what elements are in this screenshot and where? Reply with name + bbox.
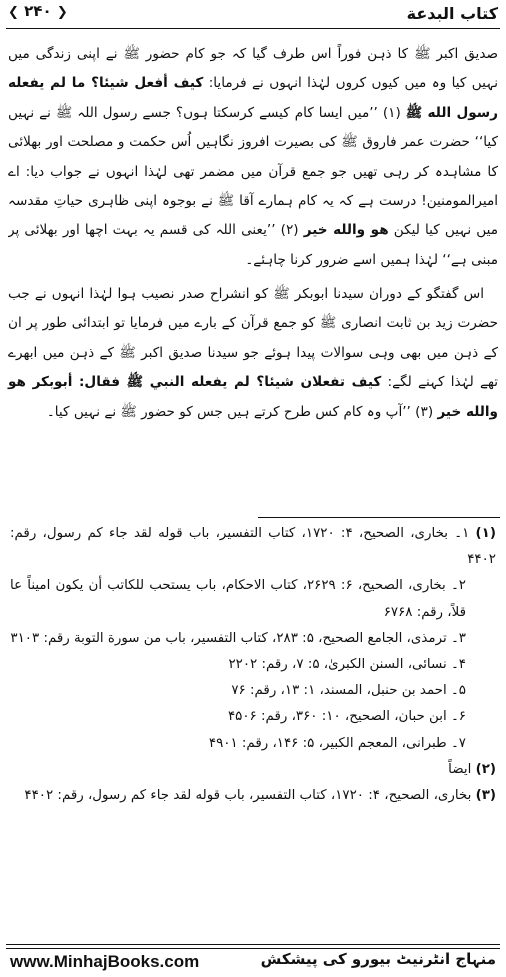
footer-rule-thick (6, 944, 500, 945)
footnote-1-item-1 (10, 521, 496, 573)
footnote-3-text: بخاری، الصحیح، ۴: ۱۷۲۰، کتاب التفسیر، باب قوله لقد جاء کم رسول، رقم: ۴۴۰۲ (24, 788, 472, 804)
footnote-1-item-7: ۷۔ طبرانی، المعجم الکبیر، ۵: ۱۴۶، رقم: ۴۹۰۱ (208, 735, 466, 751)
footnote-2-marker: (۲) (475, 761, 496, 777)
footnote-1-item-2: ۲۔ بخاری، الصحیح، ۶: ۲۶۲۹، کتاب الاحکام، باب یستحب للکاتب أن یکون امیناً عا قلاً، رقم: ۶۷۶۸ (10, 578, 466, 620)
footnote-rule (258, 517, 500, 518)
header-rule (6, 28, 500, 29)
footnote-3 (10, 783, 496, 809)
footnote-2-text: ایضاً (448, 761, 472, 777)
p1-text-a: صدیق اکبر ﷺ کا ذہن فوراً اس طرف گیا کہ جو کام حضور ﷺ نے اپنی زندگی میں نہیں کیا وہ میں کیوں کروں لہٰذا انہوں نے فرمایا: (8, 46, 498, 92)
main-text (8, 40, 498, 427)
page-number-box (8, 2, 68, 20)
ornament-left-icon: ❮ (56, 5, 68, 20)
p2-text-b: (۳) ’’آپ وہ کام کس طرح کرتے ہیں جس کو حضور ﷺ نے نہیں کیا۔ (46, 403, 434, 420)
footnote-2 (10, 757, 496, 783)
p1-text-b: (۱) ’’میں ایسا کام کیسے کرسکتا ہوں؟ جسے رسول اللہ ﷺ نے نہیں کیا‘‘ حضرت عمر فاروق ﷺ کی بصیرت افروز نگاہیں اُس حکمت و مصلحت اور بھلائی کا مشاہدہ کر رہی تھیں جو جمع قرآن میں مضمر تھی لہٰذا انہوں نے جواب دیا: اے امیرالمومنین! درست ہے کہ یہ کام ہمارے آقا ﷺ نے بوجوہ اپنی ظاہری حیاتِ مقدسہ میں نہیں کیا لیکن (8, 104, 498, 239)
ornament-right-icon: ❯ (8, 5, 19, 20)
footnote-1-text-1: ۱۔ بخاری، الصحیح، ۴: ۱۷۲۰، کتاب التفسیر، باب قوله لقد جاء کم رسول، رقم: ۴۴۰۲ (10, 526, 496, 568)
website-link[interactable]: www.MinhajBooks.com (10, 952, 200, 971)
footnote-1-item-4: ۴۔ نسائی، السنن الکبریٰ، ۵: ۷، رقم: ۲۲۰۲ (228, 657, 466, 673)
footnote-1-item-5: ۵۔ احمد بن حنبل، المسند، ۱: ۱۳، رقم: ۷۶ (231, 683, 466, 699)
page-header (0, 0, 506, 34)
p1-arabic-quote-1: كيف أفعل شيئا؟ ما لم يفعله رسول الله ﷺ (8, 75, 498, 121)
book-title: كتاب البدعة (406, 4, 498, 23)
footnotes (10, 521, 496, 809)
footnote-1-item-3: ۳۔ ترمذی، الجامع الصحیح، ۵: ۲۸۳، کتاب التفسیر، باب من سورة التوبة رقم: ۳۱۰۳ (10, 630, 466, 646)
p2-text-a: اس گفتگو کے دوران سیدنا ابوبکر ﷺ کو انشراح صدر نصیب ہوا لہٰذا انہوں نے جب حضرت زید بن ثابت انصاری ﷺ کو جمع قرآن کے بارے میں فرمایا تو ابتدائی طور پر ان کے ذہن میں بھی وہی سوالات پیدا ہوئے جو سیدنا صدیق اکبر ﷺ کے ذہن میں ابھرے تھے لہٰذا کہنے لگے: (8, 286, 498, 391)
publisher-credit: منہاج انٹرنیٹ بیورو کی پیشکش (260, 950, 496, 968)
footnote-1-item-6: ۶۔ ابن حبان، الصحیح، ۱۰: ۳۶۰، رقم: ۴۵۰۶ (227, 709, 466, 725)
footnote-3-marker: (۳) (475, 788, 496, 804)
page-number: ۲۴۰ (24, 2, 52, 20)
paragraph-1 (8, 40, 498, 276)
footer-rule-thin (6, 948, 500, 949)
p2-arabic-quote: كيف تفعلان شيئا؟ لم يفعله النبي ﷺ فقال: أبوبكر هو والله خير (8, 374, 498, 420)
p1-arabic-quote-2: هو والله خير (303, 222, 389, 239)
paragraph-2 (8, 280, 498, 427)
footnote-1-marker: (۱) (475, 526, 496, 541)
p1-text-c: (۲) ’’یعنی اللہ کی قسم یہ بہت اچھا اور بھلائی پر مبنی ہے‘‘ لہٰذا ہمیں اسے ضرور کرنا چاہئے۔ (8, 222, 498, 268)
